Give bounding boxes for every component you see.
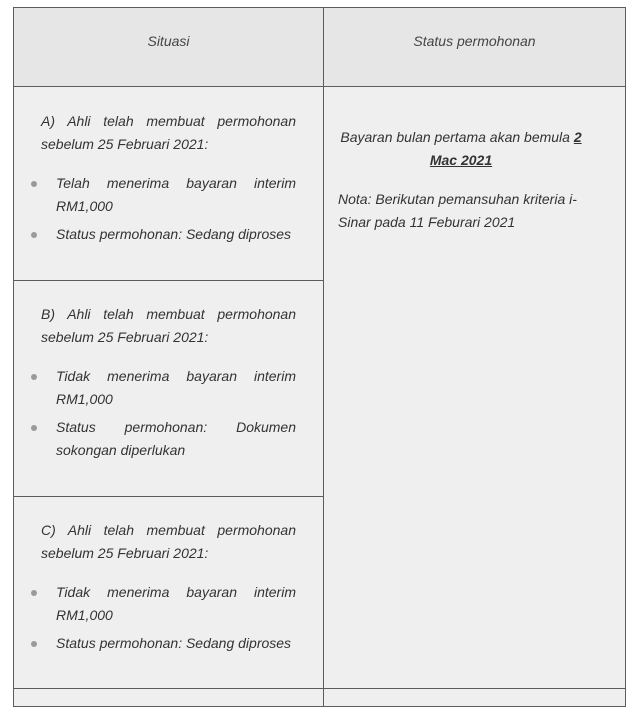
status-main — [338, 126, 584, 172]
row-b-list — [41, 365, 296, 462]
row-divider — [14, 280, 324, 281]
row-divider-bottom — [14, 688, 625, 689]
row-a-list — [41, 172, 296, 246]
status-main-date: 2 Mac 2021 — [429, 129, 582, 168]
row-a-cell — [41, 110, 296, 251]
bullet-icon — [31, 425, 37, 431]
list-item: Tidak menerima bayaran interim RM1,000 — [41, 581, 296, 627]
bullet-icon — [31, 641, 37, 647]
bullet-icon — [31, 232, 37, 238]
header-situasi: Situasi — [147, 33, 190, 49]
row-a-intro: A) Ahli telah membuat permohonan sebelum 25 Februari 2021: — [41, 113, 296, 152]
bullet-icon — [31, 374, 37, 380]
list-item: Status permohonan: Sedang diproses — [41, 223, 296, 246]
bullet-icon — [31, 181, 37, 187]
status-table — [13, 7, 626, 707]
header-status: Status permohonan — [413, 33, 536, 49]
row-c-list — [41, 581, 296, 655]
status-note: Nota: Berikutan pemansuhan kriteria i-Sinar pada 11 Feburari 2021 — [338, 191, 577, 230]
status-cell — [338, 126, 584, 234]
row-b-intro: B) Ahli telah membuat permohonan sebelum 25 Februari 2021: — [41, 306, 296, 345]
row-c-cell — [41, 519, 296, 660]
row-b-cell — [41, 303, 296, 467]
list-item: Tidak menerima bayaran interim RM1,000 — [41, 365, 296, 411]
bullet-icon — [31, 590, 37, 596]
list-item: Status permohonan: Dokumen sokongan diperlukan — [41, 416, 296, 462]
list-item: Telah menerima bayaran interim RM1,000 — [41, 172, 296, 218]
list-item: Status permohonan: Sedang diproses — [41, 632, 296, 655]
row-c-intro: C) Ahli telah membuat permohonan sebelum 25 Februari 2021: — [41, 522, 296, 561]
column-divider — [323, 8, 324, 706]
table-header — [14, 8, 625, 87]
status-main-text: Bayaran bulan pertama akan bemula — [340, 129, 570, 145]
row-divider — [14, 496, 324, 497]
